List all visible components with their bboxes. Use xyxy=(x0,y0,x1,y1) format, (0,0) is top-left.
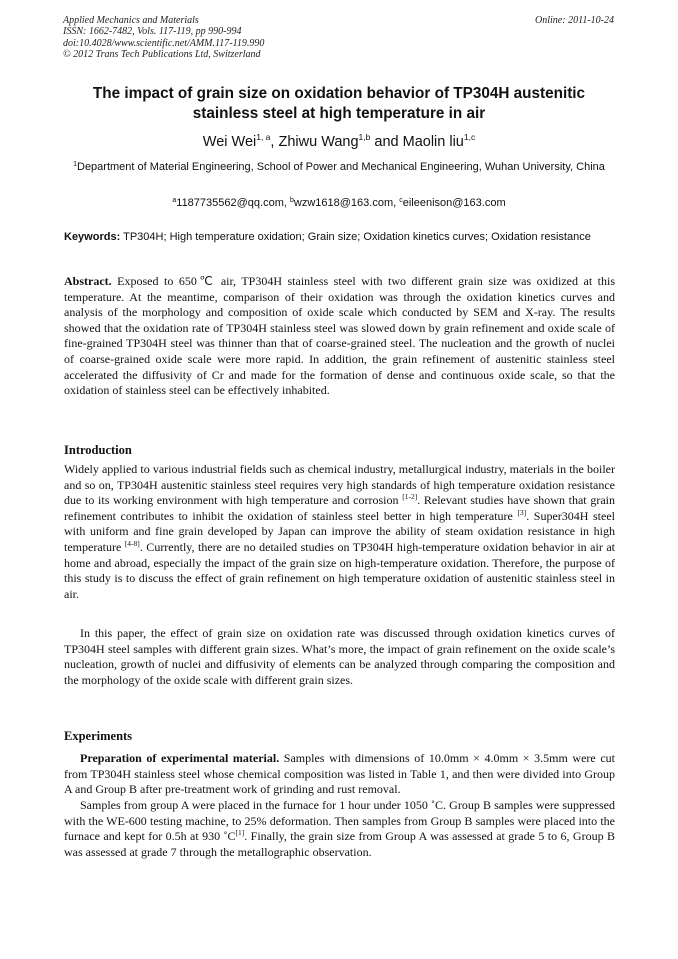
author-name: Wei Wei xyxy=(202,134,257,150)
abstract xyxy=(64,274,615,399)
text-run: . Super304H steel with uniform and fine grain developed by Japan can improve the ability of steam oxidation resistance in high temperature xyxy=(64,508,616,554)
author-name: Maolin liu xyxy=(402,134,464,150)
issn-line: ISSN: 1662-7482, Vols. 117-119, pp 990-994 xyxy=(63,26,242,38)
introduction-paragraph-2: In this paper, the effect of grain size on oxidation rate was discussed through oxidation kinetics curves of TP304H steel samples with different grain sizes. What’s more, the impact of grain refinement on the oxide scale’s nucleation, growth of nuclei and diffusivity of elements can be analyzed through comparing the composition and the morphology of the oxide scale with different grain sizes. xyxy=(64,626,615,687)
experiments-heading: Experiments xyxy=(64,729,133,743)
subsection-label: Preparation of experimental material. xyxy=(80,751,280,765)
journal-header xyxy=(63,15,264,61)
experiments-paragraph-2 xyxy=(64,798,615,860)
email-sup: a xyxy=(172,197,177,204)
author-sep: and xyxy=(370,134,403,150)
keywords-label: Keywords: xyxy=(64,231,121,243)
citation[interactable]: [1] xyxy=(235,828,245,838)
affiliation xyxy=(60,157,618,176)
citation[interactable]: [4-8] xyxy=(124,538,140,548)
affiliation-text: Department of Material Engineering, School of Power and Mechanical Engineering, Wuhan University, China xyxy=(77,161,605,173)
keywords-text: TP304H; High temperature oxidation; Grain size; Oxidation kinetics curves; Oxidation resistance xyxy=(120,231,591,243)
citation[interactable]: [1-2] xyxy=(402,492,418,502)
introduction-paragraph-1 xyxy=(64,462,615,602)
text-run: . Finally, the grain size from Group A was assessed at grade 5 to 6, Group B was assessed at grade 7 through the metallographic observation. xyxy=(64,829,616,859)
citation[interactable]: [3] xyxy=(517,507,527,517)
text-run: Widely applied to various industrial fields such as chemical industry, metallurgical industry, materials in the boiler and so on, TP304H austenitic stainless steel requires very high standards of high temperature oxidation resistance due to its working environment with high temperature and corrosion xyxy=(64,462,615,508)
journal-name: Applied Mechanics and Materials xyxy=(63,15,199,26)
text-run: . Relevant studies have shown that grain refinement contributes to inhibit the oxidation of stainless steel better in high temperature xyxy=(64,493,615,523)
email-link[interactable]: wzw1618@163.com, xyxy=(293,197,400,209)
introduction-heading: Introduction xyxy=(64,443,132,457)
author-sup: 1,b xyxy=(358,132,371,142)
email-link[interactable]: eileenison@163.com xyxy=(402,197,506,209)
online-date: Online: 2011-10-24 xyxy=(535,15,614,26)
email-link[interactable]: 1187735562@qq.com, xyxy=(176,197,290,209)
author-list xyxy=(60,128,618,151)
abstract-label: Abstract. xyxy=(64,274,112,288)
copyright-line: © 2012 Trans Tech Publications Ltd, Switzerland xyxy=(63,49,261,61)
email-list xyxy=(60,194,618,210)
text-run: Samples with dimensions of 10.0mm × 4.0mm × 3.5mm were cut from TP304H stainless steel whose chemical composition was listed in Table 1, and then were divided into Group A and Group B after pre-treatment work of grinding and rust removal. xyxy=(64,751,615,797)
author-sup: 1, a xyxy=(256,132,271,142)
author-name: Zhiwu Wang xyxy=(278,134,359,150)
paper-title: The impact of grain size on oxidation behavior of TP304H austenitic stainless steel at high temperature in air xyxy=(92,85,586,122)
keywords xyxy=(64,230,615,244)
author-sup: 1,c xyxy=(463,132,476,142)
text-run: . Currently, there are no detailed studies on TP304H high-temperature oxidation behavior in air at home and abroad, especially the impact of the grain size on high-temperature oxidation. Therefore, the purpose of this study is to discuss the effect of grain refinement on high temperature oxidation of austenitic stainless steel in air. xyxy=(64,539,615,601)
email-sup: c xyxy=(399,197,403,204)
abstract-text: Exposed to 650℃ air, TP304H stainless steel with two different grain size was oxidized at this temperature. At the meantime, comparison of their oxidation was through the oxidation kinetics curves and analysis of the morphology and composition of oxide scale which conducted by SEM and X-ray. The results showed that the oxidation rate of TP304H stainless steel was slowed down by grain refinement and oxide scale of fine-grained TP304H steel was thinner than that of coarse-grained steel. The nucleation and the growth of nuclei of coarse-grained oxide scale were more rapid. In addition, the grain refinement of austenitic stainless steel accelerated the diffusivity of Cr and made for the formation of dense and continuous oxide scale, so that the oxidation of stainless steel can be effectively inhabited. xyxy=(64,274,615,398)
doi-line[interactable]: doi:10.4028/www.scientific.net/AMM.117-119.990 xyxy=(63,37,265,49)
author-sep: , xyxy=(270,134,279,150)
text-run: Samples from group A were placed in the furnace for 1 hour under 1050 ˚C. Group B samples were suppressed with the WE-600 testing machine, to 25% deformation. Then samples from Group B samples were placed into the furnace and kept for 0.5h at 930 ˚C xyxy=(64,798,615,844)
email-sup: b xyxy=(289,197,294,204)
affiliation-sup: 1 xyxy=(73,161,77,168)
experiments-paragraph-1 xyxy=(64,751,615,798)
